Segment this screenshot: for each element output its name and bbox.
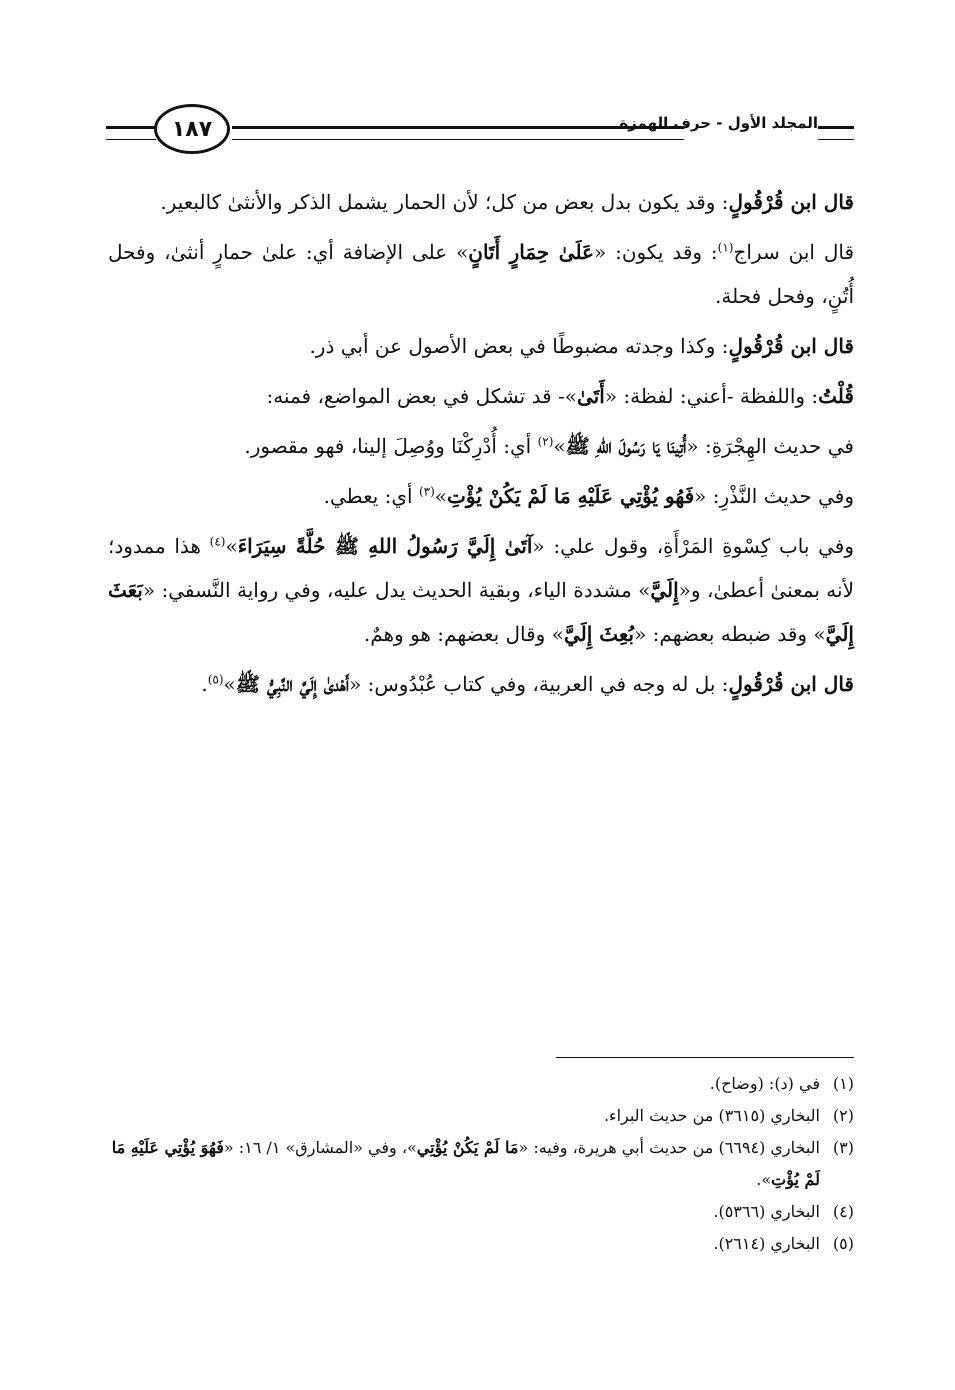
footnote-text: البخاري (٣٦١٥) من حديث البراء. bbox=[603, 1106, 820, 1125]
paragraph-text: هذا ممدود؛ لأنه بمعنىٰ أعطىٰ، و« bbox=[108, 534, 854, 602]
quoted-phrase: إِلَيَّ bbox=[650, 578, 679, 602]
quoted-phrase: أَهْدىٰ إِلَيَّ النَّبِيُّ ﷺ bbox=[235, 672, 350, 696]
header-rule-right bbox=[818, 126, 854, 140]
paragraph-text: : وقد يكون: « bbox=[594, 240, 718, 264]
quoted-phrase: فَهُو يُؤْتِي عَلَيْهِ مَا لَمْ يَكُنْ يُؤْتِ bbox=[447, 484, 695, 508]
footnote-number: (٢) bbox=[832, 1106, 854, 1125]
paragraph bbox=[108, 374, 854, 418]
paragraph-text: » وقد ضبطه بعضهم: « bbox=[634, 622, 826, 646]
paragraph bbox=[108, 230, 854, 318]
quoted-phrase: أَتَىٰ bbox=[577, 384, 605, 408]
paragraph-text: أي: أُدْرِكْنَا ووُصِلَ إلينا، فهو مقصور. bbox=[244, 434, 538, 458]
footnote-text: في (د): (وضاح). bbox=[709, 1074, 820, 1093]
speaker-label: قال ابن قُرْقُولٍ bbox=[728, 672, 854, 696]
footnote bbox=[108, 1228, 854, 1260]
paragraph bbox=[108, 424, 854, 468]
paragraph bbox=[108, 524, 854, 656]
paragraph-text: : وكذا وجدته مضبوطًا في بعض الأصول عن أبي ذر. bbox=[309, 334, 729, 358]
footnote-ref: (١) bbox=[717, 240, 734, 255]
footnote bbox=[108, 1068, 854, 1100]
quoted-phrase: آتَىٰ إِلَيَّ رَسُولُ اللهِ ﷺ حُلَّةً سِيَرَاءَ bbox=[237, 534, 533, 558]
footnote-ref: (٤) bbox=[209, 534, 226, 549]
footnote-text bbox=[108, 1132, 820, 1196]
footnote-number: (٥) bbox=[832, 1234, 854, 1253]
footnote-text-part: »، وفي «المشارق» ١/ ١٦: « bbox=[223, 1138, 417, 1157]
paragraph bbox=[108, 662, 854, 706]
paragraph-text: »- قد تشكل في بعض المواضع، فمنه: bbox=[266, 384, 578, 408]
quoted-phrase: مَا لَمْ يَكُنْ يُؤْتِي bbox=[416, 1138, 519, 1157]
footnote-ref: (٥) bbox=[207, 672, 224, 687]
footnote-text-part: البخاري (٦٦٩٤) من حديث أبي هريرة، وفيه: « bbox=[518, 1138, 820, 1157]
header-rule-left bbox=[106, 126, 156, 140]
footnote-ref: (٢) bbox=[537, 434, 554, 449]
quoted-phrase: بُعِثَ إِلَيَّ bbox=[563, 622, 635, 646]
paragraph-text: : وقد يكون بدل بعض من كل؛ لأن الحمار يشمل الذكر والأنثىٰ كالبعير. bbox=[160, 190, 729, 214]
paragraph-text: » bbox=[434, 484, 448, 508]
speaker-label: قال ابن قُرْقُولٍ bbox=[728, 190, 854, 214]
paragraph bbox=[108, 324, 854, 368]
quoted-phrase: بَعَثَ إِلَيَّ bbox=[108, 578, 854, 646]
footnote bbox=[108, 1100, 854, 1132]
footnote-text: البخاري (٥٣٦٦). bbox=[713, 1202, 820, 1221]
footnote-number: (٤) bbox=[832, 1202, 854, 1221]
paragraph-text: في حديث الهِجْرَةِ: « bbox=[686, 434, 854, 458]
paragraph-text: وفي باب كِسْوةِ المَرْأَةِ، وقول علي: « bbox=[532, 534, 855, 558]
main-text bbox=[108, 180, 854, 712]
footnote-text-part: ». bbox=[756, 1170, 772, 1189]
footnote-ref: (٣) bbox=[418, 484, 435, 499]
paragraph-text: : بل له وجه في العربية، وفي كتاب عُبْدُوس: « bbox=[349, 672, 729, 696]
footnote bbox=[108, 1196, 854, 1228]
speaker-label: قُلْتُ bbox=[818, 384, 854, 408]
paragraph-text: » مشددة الياء، وبقية الحديث يدل عليه، وفي رواية النَّسفي: « bbox=[142, 578, 651, 602]
header-rule-middle bbox=[232, 126, 684, 140]
paragraph-text: » على الإضافة أي: علىٰ حمارٍ أنثىٰ، وفحل أُتُنٍ، وفحل فحلة. bbox=[108, 240, 854, 308]
paragraph-text: » bbox=[223, 672, 236, 696]
running-title: المجلد الأول - حرف الهمزة bbox=[619, 114, 818, 132]
footnote-number: (٣) bbox=[832, 1138, 854, 1157]
footnote-separator bbox=[556, 1057, 854, 1058]
page-number-badge bbox=[154, 104, 230, 154]
paragraph bbox=[108, 474, 854, 518]
paragraph-text: وفي حديث النَّذْرِ: « bbox=[694, 484, 854, 508]
paragraph-text: : واللفظة -أعني: لفظة: « bbox=[604, 384, 819, 408]
quoted-phrase: أُتِينَا يَا رَسُولَ اللهِ ﷺ bbox=[565, 434, 687, 458]
paragraph-text: » bbox=[553, 434, 566, 458]
speaker-label: قال ابن قُرْقُولٍ bbox=[728, 334, 854, 358]
paragraph-text: أي: يعطي. bbox=[323, 484, 419, 508]
paragraph bbox=[108, 180, 854, 224]
footnote bbox=[108, 1132, 854, 1196]
quoted-phrase: عَلَىٰ حِمَارٍ أَتَانٍ bbox=[468, 240, 594, 264]
page-header bbox=[106, 100, 854, 170]
page-number: ١٨٧ bbox=[171, 116, 213, 142]
paragraph-text: » وقال بعضهم: هو وهمٌ. bbox=[363, 622, 564, 646]
footnote-text: البخاري (٢٦١٤). bbox=[713, 1234, 820, 1253]
paragraph-text: » bbox=[225, 534, 238, 558]
footnotes bbox=[108, 1068, 854, 1260]
quoted-phrase: فَهُوَ يُؤْتِي عَلَيْهِ مَا لَمْ يُؤْتِ bbox=[111, 1138, 820, 1189]
footnote-number: (١) bbox=[832, 1074, 854, 1093]
speaker-label: قال ابن سراج bbox=[733, 240, 855, 264]
paragraph-text: . bbox=[201, 672, 208, 696]
